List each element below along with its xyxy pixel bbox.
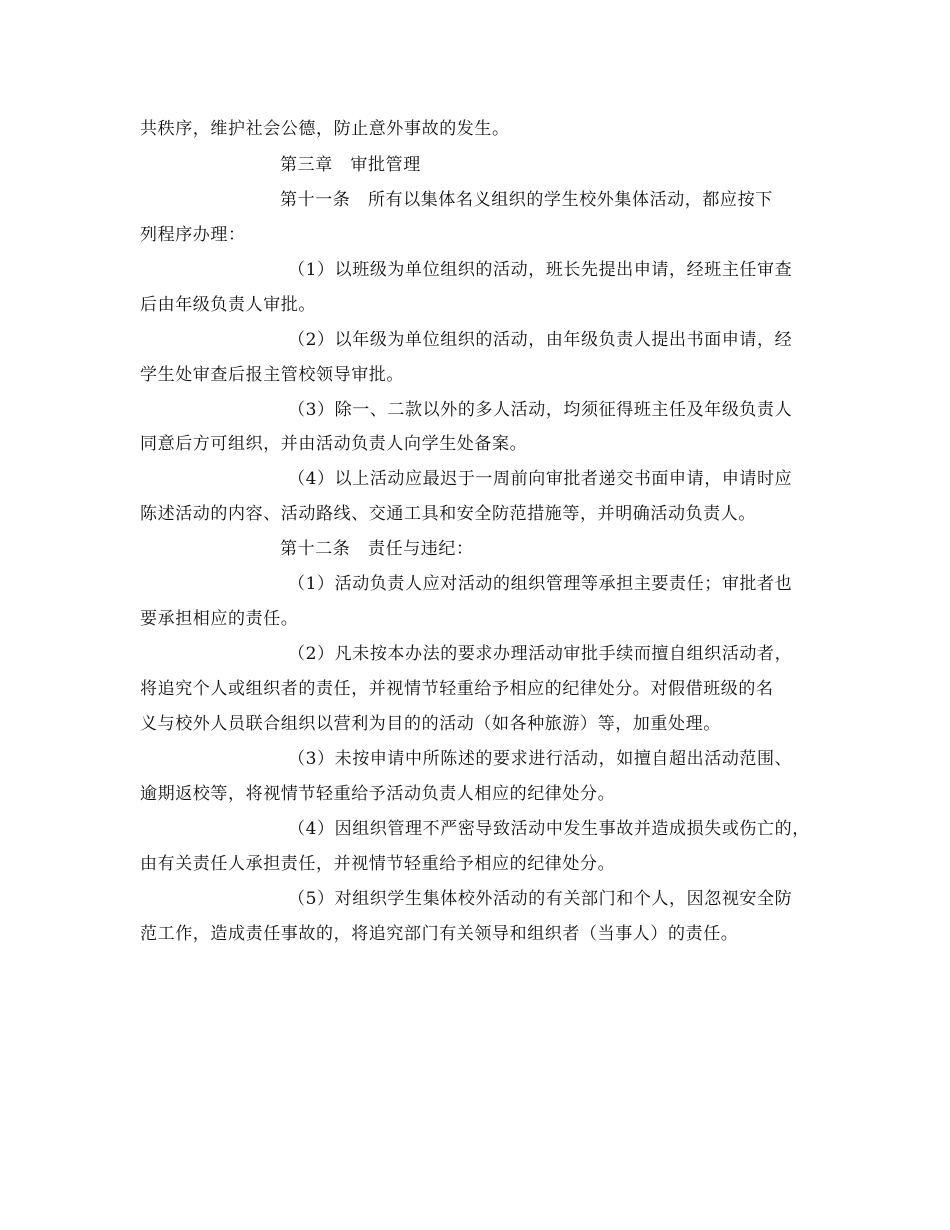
list-item-line: （1）活动负责人应对活动的组织管理等承担主要责任；审批者也 — [288, 574, 793, 594]
chapter-heading: 第三章 审批管理 — [280, 155, 421, 175]
paragraph-line: 将追究个人或组织者的责任，并视情节轻重给予相应的纪律处分。对假借班级的名 — [140, 679, 774, 699]
list-item-line: （2）以年级为单位组织的活动，由年级负责人提出书面申请，经 — [288, 330, 793, 350]
paragraph-line: 要承担相应的责任。 — [140, 609, 299, 629]
paragraph-line: 范工作，造成责任事故的，将追究部门有关领导和组织者（当事人）的责任。 — [140, 924, 739, 944]
list-item-line: （4）因组织管理不严密导致活动中发生事故并造成损失或伤亡的， — [288, 819, 810, 839]
paragraph-line: 义与校外人员联合组织以营利为目的的活动（如各种旅游）等，加重处理。 — [140, 714, 721, 734]
list-item-line: （4）以上活动应最迟于一周前向审批者递交书面申请，申请时应 — [288, 469, 793, 489]
list-item-line: （3）未按申请中所陈述的要求进行活动，如擅自超出活动范围、 — [288, 749, 793, 769]
paragraph-line: 列程序办理： — [140, 225, 246, 245]
paragraph-line: 陈述活动的内容、活动路线、交通工具和安全防范措施等，并明确活动负责人。 — [140, 504, 756, 524]
paragraph-line: 共秩序，维护社会公德，防止意外事故的发生。 — [140, 119, 510, 139]
list-item-line: （1）以班级为单位组织的活动，班长先提出申请，经班主任审查 — [288, 260, 793, 280]
paragraph-line: 逾期返校等，将视情节轻重给予活动负责人相应的纪律处分。 — [140, 784, 616, 804]
list-item-line: （5）对组织学生集体校外活动的有关部门和个人，因忽视安全防 — [288, 889, 793, 909]
list-item-line: （3）除一、二款以外的多人活动，均须征得班主任及年级负责人 — [288, 400, 793, 420]
article-line: 第十二条 责任与违纪： — [280, 539, 474, 559]
paragraph-line: 后由年级负责人审批。 — [140, 295, 316, 315]
paragraph-line: 同意后方可组织，并由活动负责人向学生处备案。 — [140, 434, 528, 454]
article-line: 第十一条 所有以集体名义组织的学生校外集体活动，都应按下 — [280, 190, 773, 210]
list-item-line: （2）凡未按本办法的要求办理活动审批手续而擅自组织活动者， — [288, 644, 793, 664]
paragraph-line: 由有关责任人承担责任，并视情节轻重给予相应的纪律处分。 — [140, 854, 616, 874]
paragraph-line: 学生处审查后报主管校领导审批。 — [140, 365, 404, 385]
